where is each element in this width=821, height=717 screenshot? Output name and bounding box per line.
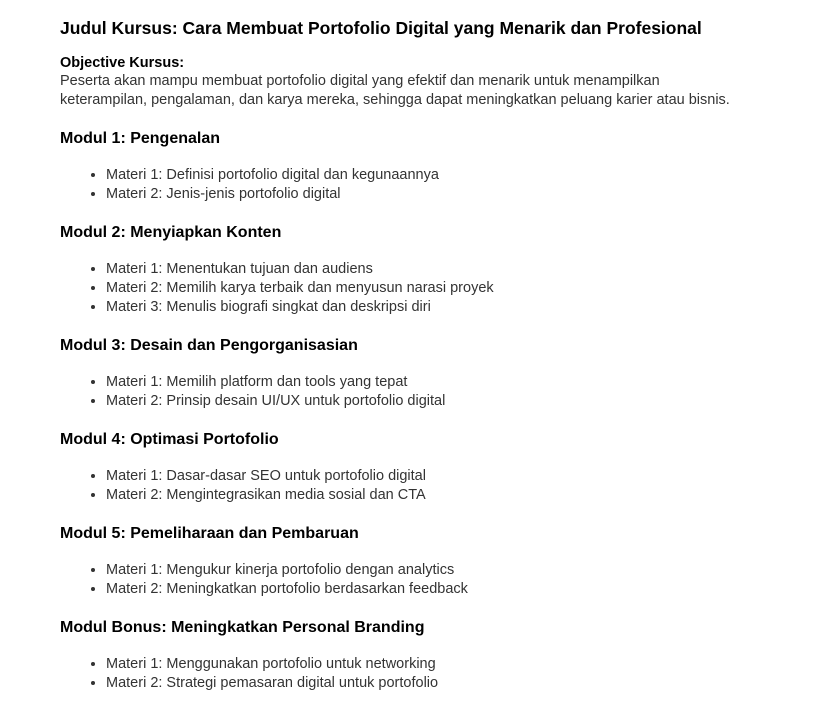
module-list (60, 373, 750, 411)
module-section (60, 618, 751, 693)
module-section (60, 223, 751, 317)
materi-item: • Materi 2: Memilih karya terbaik dan menyusun narasi proyek (106, 279, 750, 298)
materi-item: • Materi 2: Prinsip desain UI/UX untuk portofolio digital (106, 392, 750, 411)
objective-text: Peserta akan mampu membuat portofolio digital yang efektif dan menarik untuk menampilkan keterampilan, pengalaman, dan karya mereka, sehingga dapat meningkatkan peluang karier atau bisnis. (60, 73, 730, 108)
module-heading: Modul 3: Desain dan Pengorganisasian (60, 337, 358, 354)
module-heading: Modul 5: Pemeliharaan dan Pembaruan (60, 525, 359, 542)
objective-label: Objective Kursus: (60, 55, 185, 71)
module-heading: Modul 4: Optimasi Portofolio (60, 431, 279, 448)
module-heading: Modul 2: Menyiapkan Konten (60, 224, 282, 241)
module-heading: Modul Bonus: Meningkatkan Personal Branding (60, 619, 425, 636)
materi-item: • Materi 2: Strategi pemasaran digital untuk portofolio (106, 674, 750, 693)
materi-item: • Materi 2: Jenis-jenis portofolio digital (106, 185, 750, 204)
module-list (60, 260, 750, 317)
materi-item: • Materi 1: Definisi portofolio digital dan kegunaannya (106, 166, 750, 185)
module-list (60, 166, 750, 204)
materi-item: • Materi 3: Menulis biografi singkat dan deskripsi diri (106, 298, 750, 317)
module-section (60, 336, 751, 411)
module-heading: Modul 1: Pengenalan (60, 130, 221, 147)
module-list (60, 467, 750, 505)
materi-item: • Materi 2: Mengintegrasikan media sosial dan CTA (106, 486, 750, 505)
module-list (60, 561, 750, 599)
module-list (60, 655, 750, 693)
materi-item: • Materi 1: Mengukur kinerja portofolio dengan analytics (106, 561, 750, 580)
course-title: Judul Kursus: Cara Membuat Portofolio Digital yang Menarik dan Profesional (60, 18, 702, 38)
module-section (60, 129, 751, 204)
materi-item: • Materi 1: Dasar-dasar SEO untuk portofolio digital (106, 467, 750, 486)
module-section (60, 524, 751, 599)
materi-item: • Materi 2: Meningkatkan portofolio berdasarkan feedback (106, 580, 750, 599)
module-section (60, 430, 751, 505)
materi-item: • Materi 1: Menentukan tujuan dan audiens (106, 260, 750, 279)
materi-item: • Materi 1: Menggunakan portofolio untuk networking (106, 655, 750, 674)
materi-item: • Materi 1: Memilih platform dan tools yang tepat (106, 373, 750, 392)
